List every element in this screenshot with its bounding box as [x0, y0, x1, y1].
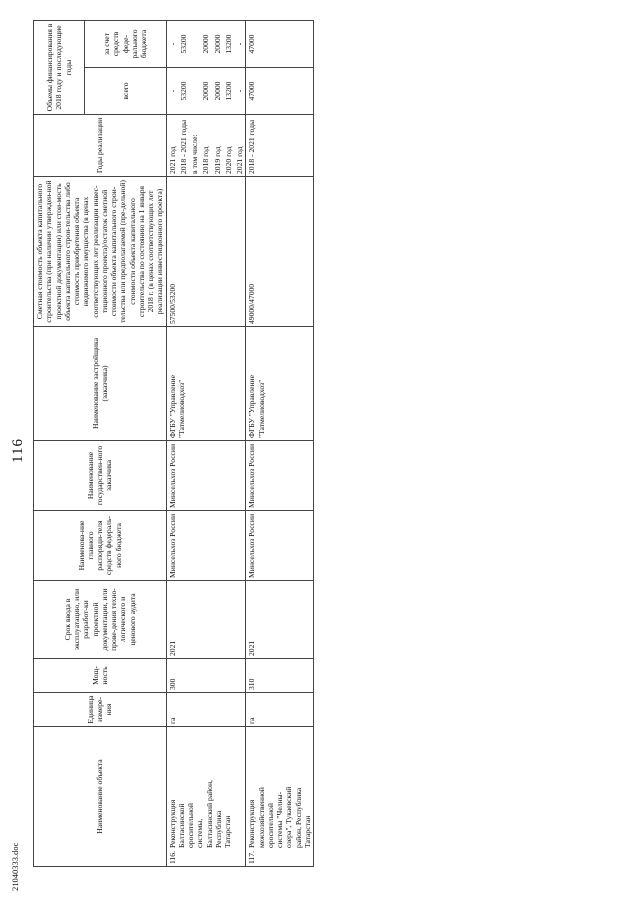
- funding-federal-cell: 13200: [223, 21, 234, 68]
- funding-federal-cell: 47000: [246, 21, 314, 68]
- row-number: 117.: [247, 850, 257, 864]
- year-label-cell: 2021 год: [234, 115, 246, 177]
- document-footer: 21040333.doc: [10, 842, 20, 891]
- object-name-line: системы,: [195, 818, 205, 848]
- funding-total-cell: 20000: [200, 68, 211, 115]
- funding-total-cell: -: [234, 68, 246, 115]
- object-name-lines: [247, 787, 312, 848]
- header-years: Годы реализации: [34, 115, 167, 177]
- table-row: [246, 21, 314, 867]
- row-number: 116.: [167, 850, 177, 864]
- header-total: всего: [84, 68, 166, 115]
- capacity-cell: 300: [166, 659, 246, 693]
- object-name-line: Реконструкция: [247, 799, 257, 848]
- funding-total-cell: [189, 68, 200, 115]
- object-name-line: район, Республика: [293, 787, 303, 848]
- object-name: [168, 729, 233, 864]
- capacity-cell: 310: [246, 659, 314, 693]
- object-name-line: Балтасинский район,: [204, 780, 214, 848]
- year-label-cell: 2019 год: [212, 115, 223, 177]
- header-funding: Объемы финансирования в 2018 году и последующие годы: [34, 21, 85, 115]
- header-deadline: Срок ввода в эксплуатацию, или разработ-ки проектной документации, или прове-дения техно-логического и ценового аудита: [34, 581, 167, 659]
- object-name-line: оросительной: [186, 803, 195, 848]
- object-name-line: Татарстан: [223, 815, 232, 848]
- object-name-line: Балтасинской: [176, 803, 186, 848]
- table-body: [166, 21, 314, 867]
- header-state-customer: Наименование государствен-ного заказчика: [34, 441, 167, 511]
- developer-cell: ФГБУ "Управление "Татмелиоводхоз": [166, 327, 246, 441]
- funding-federal-cell: 20000: [200, 21, 211, 68]
- page-number: 116: [10, 438, 26, 463]
- object-name-line: оросительной: [265, 803, 275, 848]
- budget-manager-cell: Минсельхоз России: [246, 511, 314, 581]
- header-federal: за счет средств феде-рального бюджета: [84, 21, 166, 68]
- header-unit: Единица измере-ния: [34, 693, 167, 727]
- header-object-name: Наименование объекта: [34, 727, 167, 867]
- developer-cell: ФГБУ "Управление "Татмелиоводхоз": [246, 327, 314, 441]
- header-developer: Наименование застройщика (заказчика): [34, 327, 167, 441]
- object-name: [247, 729, 312, 864]
- investment-projects-table: [33, 20, 314, 867]
- unit-cell: га: [246, 693, 314, 727]
- funding-total-cell: 47000: [246, 68, 314, 115]
- funding-federal-cell: 53200: [178, 21, 189, 68]
- object-name-line: Реконструкция: [167, 799, 177, 848]
- unit-cell: га: [166, 693, 246, 727]
- funding-federal-cell: [189, 21, 200, 68]
- funding-federal-cell: -: [234, 21, 246, 68]
- funding-total-cell: 53200: [178, 68, 189, 115]
- table-row: [166, 21, 178, 867]
- object-name-lines: [168, 780, 233, 848]
- object-name-line: системы "Челны-: [275, 791, 284, 848]
- header-capacity: Мощ-ность: [34, 659, 167, 693]
- state-customer-cell: Минсельхоз России: [246, 441, 314, 511]
- year-label-cell: 2018 - 2021 годы: [178, 115, 189, 177]
- year-label-cell: 2018 год: [200, 115, 211, 177]
- funding-federal-cell: -: [166, 21, 178, 68]
- deadline-cell: 2021: [166, 581, 246, 659]
- object-name-line: межхозяйственной: [256, 787, 266, 848]
- year-label-cell: 2020 год: [223, 115, 234, 177]
- year-label-cell: 2018 - 2021 годы: [246, 115, 314, 177]
- funding-total-cell: -: [166, 68, 178, 115]
- object-name-cell: [166, 727, 246, 867]
- table-header: [34, 21, 167, 867]
- funding-federal-cell: 20000: [212, 21, 223, 68]
- deadline-cell: 2021: [246, 581, 314, 659]
- header-estimate: Сметная стоимость объекта капитального строительства (при наличии утвержден-ной проектной документации) или стои-мость объекта капитального строи-тельства либо стоимость приобретения объекта недвижимого имущества (в ценах соответствующих лет реализации инвес-тиционного проекта)/остаток сметной стоимости объекта капитального строи-тельства или предполагаемой (пре-дельной) стоимости объекта капитального строительства по состоянию на 1 января 2018 г. (в ценах соответствующих лет реализации инвестиционного проекта): [34, 177, 167, 327]
- object-name-line: Республика: [213, 810, 223, 848]
- year-label-cell: 2021 год: [166, 115, 178, 177]
- object-name-line: Татарстан: [302, 815, 312, 848]
- funding-total-cell: 20000: [212, 68, 223, 115]
- year-label-cell: в том числе:: [189, 115, 200, 177]
- estimate-cell: 57500/53200: [166, 177, 246, 327]
- header-budget-manager: Наименова-ние главного распоряди-теля средств федераль-ного бюджета: [34, 511, 167, 581]
- state-customer-cell: Минсельхоз России: [166, 441, 246, 511]
- budget-manager-cell: Минсельхоз России: [166, 511, 246, 581]
- funding-total-cell: 13200: [223, 68, 234, 115]
- object-name-cell: [246, 727, 314, 867]
- estimate-cell: 49000/47000: [246, 177, 314, 327]
- object-name-line: озера", Тукаевский: [284, 786, 294, 848]
